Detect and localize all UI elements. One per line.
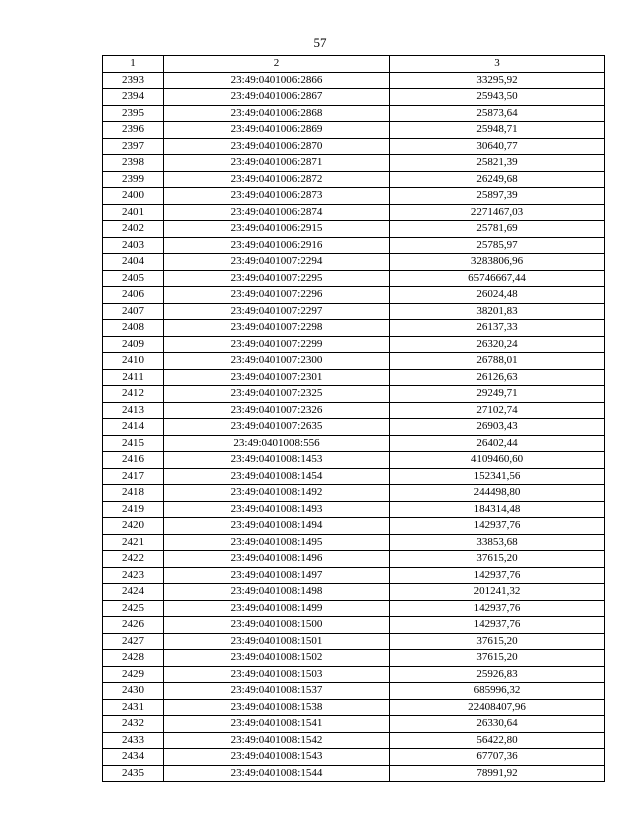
cadastral-number-cell: 23:49:0401008:1497 <box>164 567 390 584</box>
cadastral-number-cell: 23:49:0401008:1494 <box>164 518 390 535</box>
row-number-cell: 2410 <box>103 353 164 370</box>
cadastral-value-cell: 25781,69 <box>390 221 605 238</box>
cadastral-number-cell: 23:49:0401007:2294 <box>164 254 390 271</box>
row-number-cell: 2401 <box>103 204 164 221</box>
table-row <box>103 369 605 386</box>
table-row <box>103 534 605 551</box>
table-row <box>103 419 605 436</box>
cadastral-number-cell: 23:49:0401008:556 <box>164 435 390 452</box>
row-number-cell: 2402 <box>103 221 164 238</box>
table-row <box>103 584 605 601</box>
row-number-cell: 2400 <box>103 188 164 205</box>
table-row <box>103 732 605 749</box>
row-number-cell: 2435 <box>103 765 164 782</box>
row-number-cell: 2394 <box>103 89 164 106</box>
row-number-cell: 2430 <box>103 683 164 700</box>
cadastral-value-cell: 26402,44 <box>390 435 605 452</box>
cadastral-value-cell: 37615,20 <box>390 633 605 650</box>
table-row <box>103 468 605 485</box>
cadastral-value-cell: 29249,71 <box>390 386 605 403</box>
cadastral-value-cell: 25821,39 <box>390 155 605 172</box>
cadastral-value-cell: 25785,97 <box>390 237 605 254</box>
row-number-cell: 2434 <box>103 749 164 766</box>
cadastral-value-cell: 152341,56 <box>390 468 605 485</box>
cadastral-number-cell: 23:49:0401006:2868 <box>164 105 390 122</box>
cadastral-number-cell: 23:49:0401007:2300 <box>164 353 390 370</box>
table-row <box>103 353 605 370</box>
cadastral-value-cell: 142937,76 <box>390 567 605 584</box>
cadastral-number-cell: 23:49:0401008:1496 <box>164 551 390 568</box>
column-header-3: 3 <box>390 56 605 73</box>
cadastral-number-cell: 23:49:0401007:2295 <box>164 270 390 287</box>
cadastral-value-table <box>102 55 605 782</box>
cadastral-value-cell: 22408407,96 <box>390 699 605 716</box>
table-row <box>103 600 605 617</box>
table-row <box>103 254 605 271</box>
cadastral-number-cell: 23:49:0401006:2915 <box>164 221 390 238</box>
row-number-cell: 2432 <box>103 716 164 733</box>
cadastral-value-cell: 65746667,44 <box>390 270 605 287</box>
cadastral-number-cell: 23:49:0401007:2325 <box>164 386 390 403</box>
table-row <box>103 204 605 221</box>
cadastral-value-cell: 78991,92 <box>390 765 605 782</box>
cadastral-value-cell: 25943,50 <box>390 89 605 106</box>
cadastral-value-cell: 184314,48 <box>390 501 605 518</box>
cadastral-value-cell: 25948,71 <box>390 122 605 139</box>
cadastral-value-cell: 685996,32 <box>390 683 605 700</box>
column-header-2: 2 <box>164 56 390 73</box>
cadastral-number-cell: 23:49:0401007:2299 <box>164 336 390 353</box>
table-row <box>103 567 605 584</box>
row-number-cell: 2409 <box>103 336 164 353</box>
cadastral-number-cell: 23:49:0401006:2866 <box>164 72 390 89</box>
cadastral-value-cell: 26903,43 <box>390 419 605 436</box>
row-number-cell: 2433 <box>103 732 164 749</box>
row-number-cell: 2416 <box>103 452 164 469</box>
table-row <box>103 138 605 155</box>
table-row <box>103 551 605 568</box>
page-number: 57 <box>313 35 327 50</box>
cadastral-number-cell: 23:49:0401008:1499 <box>164 600 390 617</box>
table-row <box>103 287 605 304</box>
row-number-cell: 2417 <box>103 468 164 485</box>
table-row <box>103 270 605 287</box>
row-number-cell: 2406 <box>103 287 164 304</box>
cadastral-value-cell: 25873,64 <box>390 105 605 122</box>
table-row <box>103 683 605 700</box>
column-header-1: 1 <box>103 56 164 73</box>
cadastral-number-cell: 23:49:0401006:2874 <box>164 204 390 221</box>
cadastral-number-cell: 23:49:0401008:1493 <box>164 501 390 518</box>
cadastral-number-cell: 23:49:0401008:1453 <box>164 452 390 469</box>
cadastral-value-cell: 142937,76 <box>390 600 605 617</box>
table-row <box>103 221 605 238</box>
cadastral-number-cell: 23:49:0401008:1538 <box>164 699 390 716</box>
row-number-cell: 2395 <box>103 105 164 122</box>
cadastral-number-cell: 23:49:0401007:2297 <box>164 303 390 320</box>
table-row <box>103 122 605 139</box>
row-number-cell: 2403 <box>103 237 164 254</box>
row-number-cell: 2412 <box>103 386 164 403</box>
row-number-cell: 2404 <box>103 254 164 271</box>
row-number-cell: 2428 <box>103 650 164 667</box>
cadastral-number-cell: 23:49:0401008:1501 <box>164 633 390 650</box>
cadastral-number-cell: 23:49:0401007:2326 <box>164 402 390 419</box>
row-number-cell: 2427 <box>103 633 164 650</box>
cadastral-value-cell: 33853,68 <box>390 534 605 551</box>
cadastral-number-cell: 23:49:0401006:2873 <box>164 188 390 205</box>
table-row <box>103 386 605 403</box>
table-row <box>103 435 605 452</box>
cadastral-value-cell: 244498,80 <box>390 485 605 502</box>
cadastral-value-cell: 142937,76 <box>390 617 605 634</box>
row-number-cell: 2431 <box>103 699 164 716</box>
table-row <box>103 303 605 320</box>
row-number-cell: 2419 <box>103 501 164 518</box>
row-number-cell: 2398 <box>103 155 164 172</box>
cadastral-number-cell: 23:49:0401008:1542 <box>164 732 390 749</box>
row-number-cell: 2408 <box>103 320 164 337</box>
cadastral-number-cell: 23:49:0401006:2871 <box>164 155 390 172</box>
row-number-cell: 2396 <box>103 122 164 139</box>
cadastral-number-cell: 23:49:0401008:1498 <box>164 584 390 601</box>
table-header-row <box>103 56 605 73</box>
row-number-cell: 2424 <box>103 584 164 601</box>
cadastral-value-cell: 38201,83 <box>390 303 605 320</box>
cadastral-value-cell: 33295,92 <box>390 72 605 89</box>
table-row <box>103 89 605 106</box>
row-number-cell: 2421 <box>103 534 164 551</box>
cadastral-number-cell: 23:49:0401006:2872 <box>164 171 390 188</box>
table-row <box>103 765 605 782</box>
table-row <box>103 155 605 172</box>
cadastral-number-cell: 23:49:0401006:2869 <box>164 122 390 139</box>
cadastral-number-cell: 23:49:0401008:1502 <box>164 650 390 667</box>
table-row <box>103 666 605 683</box>
cadastral-value-cell: 26249,68 <box>390 171 605 188</box>
cadastral-number-cell: 23:49:0401007:2301 <box>164 369 390 386</box>
cadastral-number-cell: 23:49:0401007:2296 <box>164 287 390 304</box>
row-number-cell: 2407 <box>103 303 164 320</box>
cadastral-value-cell: 25926,83 <box>390 666 605 683</box>
cadastral-number-cell: 23:49:0401008:1544 <box>164 765 390 782</box>
table-row <box>103 749 605 766</box>
table-row <box>103 485 605 502</box>
cadastral-value-cell: 26137,33 <box>390 320 605 337</box>
cadastral-value-cell: 26788,01 <box>390 353 605 370</box>
table-body <box>103 72 605 782</box>
cadastral-value-cell: 4109460,60 <box>390 452 605 469</box>
row-number-cell: 2420 <box>103 518 164 535</box>
row-number-cell: 2423 <box>103 567 164 584</box>
cadastral-value-cell: 37615,20 <box>390 551 605 568</box>
row-number-cell: 2397 <box>103 138 164 155</box>
cadastral-value-cell: 26126,63 <box>390 369 605 386</box>
cadastral-number-cell: 23:49:0401007:2298 <box>164 320 390 337</box>
table-row <box>103 105 605 122</box>
cadastral-number-cell: 23:49:0401008:1543 <box>164 749 390 766</box>
cadastral-number-cell: 23:49:0401008:1492 <box>164 485 390 502</box>
table-row <box>103 633 605 650</box>
row-number-cell: 2399 <box>103 171 164 188</box>
table-row <box>103 402 605 419</box>
table-row <box>103 716 605 733</box>
row-number-cell: 2411 <box>103 369 164 386</box>
table-row <box>103 501 605 518</box>
table-row <box>103 518 605 535</box>
cadastral-value-cell: 67707,36 <box>390 749 605 766</box>
row-number-cell: 2415 <box>103 435 164 452</box>
cadastral-number-cell: 23:49:0401008:1500 <box>164 617 390 634</box>
table-row <box>103 171 605 188</box>
table-row <box>103 72 605 89</box>
row-number-cell: 2426 <box>103 617 164 634</box>
row-number-cell: 2413 <box>103 402 164 419</box>
cadastral-number-cell: 23:49:0401006:2867 <box>164 89 390 106</box>
cadastral-value-cell: 26330,64 <box>390 716 605 733</box>
row-number-cell: 2425 <box>103 600 164 617</box>
cadastral-value-cell: 27102,74 <box>390 402 605 419</box>
table-row <box>103 699 605 716</box>
row-number-cell: 2418 <box>103 485 164 502</box>
cadastral-value-cell: 56422,80 <box>390 732 605 749</box>
cadastral-value-cell: 26024,48 <box>390 287 605 304</box>
table-row <box>103 650 605 667</box>
cadastral-number-cell: 23:49:0401006:2916 <box>164 237 390 254</box>
table-row <box>103 237 605 254</box>
table-row <box>103 188 605 205</box>
table-row <box>103 452 605 469</box>
cadastral-value-cell: 201241,32 <box>390 584 605 601</box>
cadastral-value-cell: 3283806,96 <box>390 254 605 271</box>
row-number-cell: 2405 <box>103 270 164 287</box>
row-number-cell: 2393 <box>103 72 164 89</box>
table-row <box>103 617 605 634</box>
row-number-cell: 2422 <box>103 551 164 568</box>
cadastral-number-cell: 23:49:0401008:1495 <box>164 534 390 551</box>
cadastral-number-cell: 23:49:0401008:1454 <box>164 468 390 485</box>
cadastral-number-cell: 23:49:0401006:2870 <box>164 138 390 155</box>
cadastral-number-cell: 23:49:0401008:1503 <box>164 666 390 683</box>
row-number-cell: 2429 <box>103 666 164 683</box>
table-row <box>103 336 605 353</box>
cadastral-value-cell: 30640,77 <box>390 138 605 155</box>
cadastral-value-cell: 142937,76 <box>390 518 605 535</box>
cadastral-value-cell: 2271467,03 <box>390 204 605 221</box>
row-number-cell: 2414 <box>103 419 164 436</box>
cadastral-number-cell: 23:49:0401007:2635 <box>164 419 390 436</box>
cadastral-value-cell: 25897,39 <box>390 188 605 205</box>
cadastral-value-cell: 26320,24 <box>390 336 605 353</box>
cadastral-value-cell: 37615,20 <box>390 650 605 667</box>
cadastral-number-cell: 23:49:0401008:1537 <box>164 683 390 700</box>
cadastral-number-cell: 23:49:0401008:1541 <box>164 716 390 733</box>
table-row <box>103 320 605 337</box>
